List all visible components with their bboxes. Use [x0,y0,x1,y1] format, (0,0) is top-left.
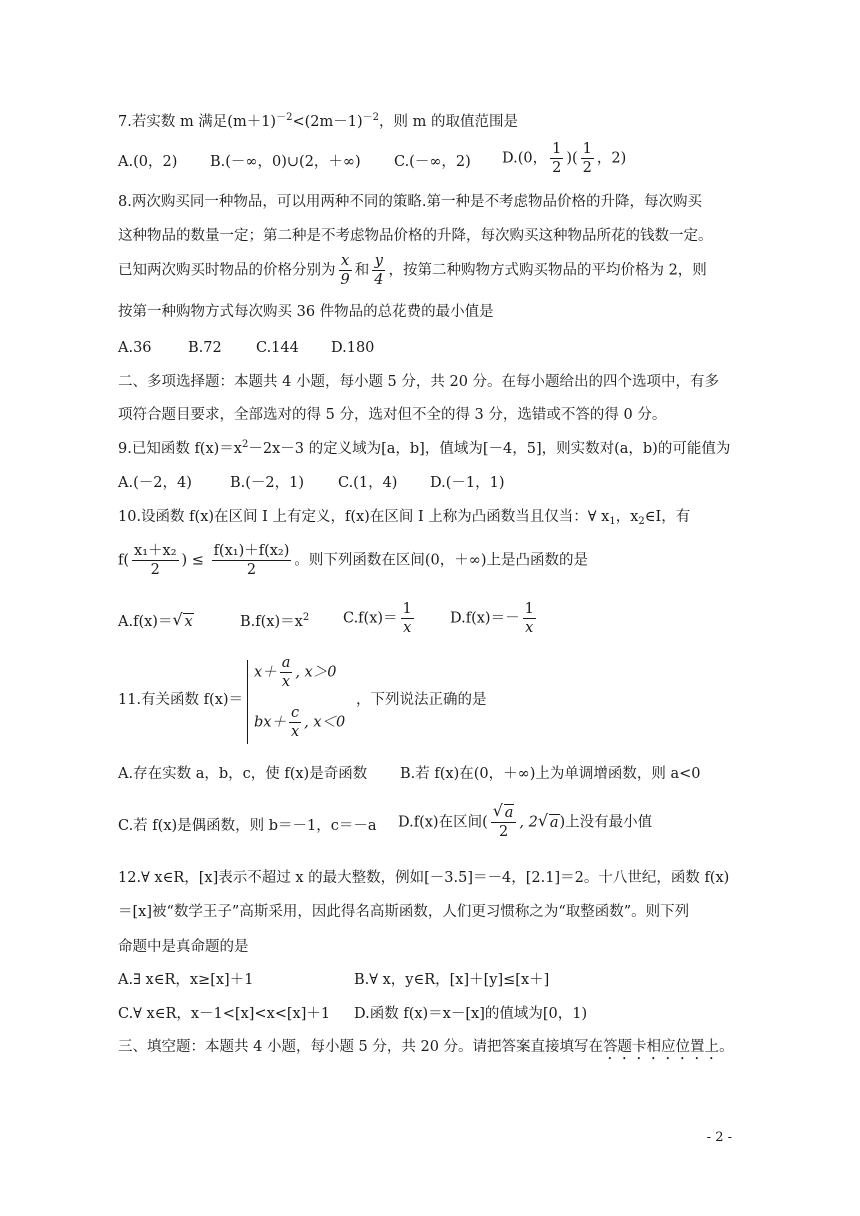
fraction: $\frac{y}{4}$ [374,253,384,288]
q7-option-c: C.(－∞，2) [394,154,471,170]
question-12-line-1: 12.∀ x∈R，[x]表示不超过 x 的最大整数，例如[－3.5]＝－4，[2.1]＝2。十八世纪，函数 f(x) [118,870,730,886]
q9-option-c: C.(1，4) [338,475,398,491]
q8-option-a: A.36 [118,340,152,356]
q8-option-b: B.72 [188,340,222,356]
question-11-tail: ，下列说法正确的是 [356,692,487,708]
question-8-line-4: 按第一种购物方式每次购买 36 件物品的总花费的最小值是 [118,304,494,320]
fraction: √ $\frac{a}{2}$ [491,804,517,841]
q11-option-d: D.f(x)在区间( √ $\frac{a}{2}$ , 2√ a)上没有最小值 [398,804,652,841]
piecewise-brace [247,660,248,744]
q11-option-c: C.若 f(x)是偶函数，则 b＝－1，c＝－a [118,818,377,834]
piecewise-case-1: x＋ $\frac{a}{x}$ , x＞0 [254,655,337,690]
fraction: $\frac{1}{x}$ [402,601,412,636]
question-11-stem: 11.有关函数 f(x)＝ [118,692,244,708]
q10-option-a: A.f(x)＝√ x [118,612,194,632]
q7-option-b: B.(－∞，0)∪(2，＋∞) [210,154,361,170]
question-9-stem: 9.已知函数 $f(x)=x^2-2x-3$ 的定义域为[a，b]，值域为[－4，5]，则实数对(a，b)的可能值为 [118,439,731,457]
question-8-line-2: 这种物品的数量一定；第二种是不考虑物品价格的升降，每次购买这种物品所花的钱数一定。 [118,228,713,244]
question-7-stem: 7.若实数 m 满足$(m+1)^{-2}<(2m-1)^{-2}$，则 m 的取值范围是 [118,112,518,130]
question-12-line-3: 命题中是真命题的是 [118,939,249,955]
section-2-heading-line-1: 二、多项选择题：本题共 4 小题，每小题 5 分，共 20 分。在每小题给出的四个选项中，有多 [118,374,720,390]
q9-option-b: B.(－2，1) [230,475,305,491]
question-8-line-3: 已知两次购买时物品的价格分别为 $\frac{x}{9}$ 和 $\frac{y}{4}$ ，按第二种购物方式购买物品的平均价格为 2，则 [118,253,707,288]
question-8-line-1: 8.两次购买同一种物品，可以用两种不同的策略.第一种是不考虑物品价格的升降，每次购买 [118,194,702,210]
q8-option-c: C.144 [256,340,299,356]
q7-option-a: A.(0，2) [118,154,178,170]
fraction: $\frac{1}{2}$ [582,141,592,176]
q12-option-c: C.∀ x∈R，x－1<[x]<x<[x]＋1 [118,1006,331,1022]
fraction: $\frac{a}{x}$ [281,655,291,690]
q7-option-d: D.(0， $\frac{1}{2}$ )( $\frac{1}{2}$ ，2) [502,141,627,176]
fraction: $\frac{x}{9}$ [340,253,350,288]
section-3-heading: 三、填空题：本题共 4 小题，每小题 5 分，共 20 分。请把答案直接填写在答题卡相应位置上。 [118,1039,734,1055]
piecewise-case-2: bx＋ $\frac{c}{x}$ , x＜0 [254,705,346,740]
q8-option-d: D.180 [331,340,375,356]
q10-option-c: C.f(x)＝ $\frac{1}{x}$ [343,601,412,636]
q10-option-d: D.f(x)＝－ $\frac{1}{x}$ [450,601,534,636]
page-number: - 2 - [706,1130,732,1145]
sqrt-symbol: √ a [538,813,560,833]
question-12-line-2: ＝[x]被“数学王子”高斯采用，因此得名高斯函数，人们更习惯称之为“取整函数”。则下列 [118,904,690,920]
q9-option-a: A.(－2，4) [118,475,192,491]
sqrt-symbol: √ a [493,804,515,822]
question-10-inequality: f( $\frac{\text{x₁＋x₂}}{2}$ ) ≤ $\frac{\text{f(x₁)＋f(x₂)}}{2}$ 。则下列函数在区间(0，＋∞)上是凸函数的是 [118,543,589,578]
section-2-heading-line-2: 项符合题目要求，全部选对的得 5 分，选对但不全的得 3 分，选错或不答的得 0 分。 [118,407,667,423]
q11-option-b: B.若 f(x)在(0，＋∞)上为单调增函数，则 a<0 [400,766,701,782]
q12-option-a: A.∃ x∈R，x≥[x]＋1 [118,972,254,988]
q9-option-d: D.(－1，1) [430,475,505,491]
q11-option-a: A.存在实数 a，b，c，使 f(x)是奇函数 [118,766,368,782]
question-10-line-1: 10.设函数 f(x)在区间 I 上有定义，f(x)在区间 I 上称为凸函数当且仅当：∀ $x_1$，$x_2\in I$，有 [118,509,691,527]
fraction: $\frac{1}{2}$ [552,141,562,176]
fraction: $\frac{\text{x₁＋x₂}}{2}$ [134,543,177,578]
fraction: $\frac{1}{x}$ [524,601,534,636]
fraction: $\frac{c}{x}$ [290,705,300,740]
emphasized-text: 答题卡相应位置上 [603,1039,720,1055]
sqrt-symbol: √ x [172,612,193,632]
q10-option-b: $B.f(x)=x^2$ [240,612,310,630]
q12-option-d: D.函数 f(x)＝x－[x]的值域为[0，1) [354,1006,588,1022]
fraction: $\frac{\text{f(x₁)＋f(x₂)}}{2}$ [213,543,290,578]
q12-option-b: B.∀ x，y∈R，[x]＋[y]≤[x＋] [354,972,550,988]
